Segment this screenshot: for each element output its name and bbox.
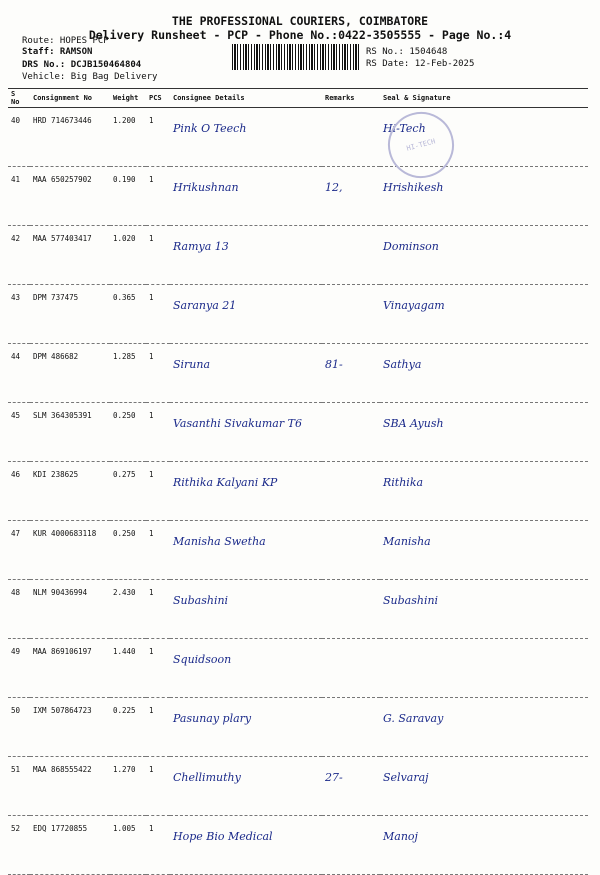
seal-signature: Selvaraj [380,757,588,816]
seal-signature: G. Saravay [380,698,588,757]
rs-number: RS No.: 1504648 [366,47,448,57]
consignment-number: HRD 714673446 [30,108,110,167]
column-header: Seal & Signature [380,89,588,108]
weight-value: 1.285 [110,344,146,403]
serial-number: 50 [8,698,30,757]
column-header: Consignee Details [170,89,322,108]
pieces-count: 1 [146,226,170,285]
remarks-cell: 12, [322,167,380,226]
table-row [8,108,588,167]
consignment-number: DPM 486682 [30,344,110,403]
serial-number: 40 [8,108,30,167]
pieces-count: 1 [146,757,170,816]
consignment-number: DPM 737475 [30,285,110,344]
weight-value: 0.190 [110,167,146,226]
consignment-number: SLM 364305391 [30,403,110,462]
table-row [8,580,588,639]
consignment-number: NLM 90436994 [30,580,110,639]
pieces-count: 1 [146,108,170,167]
pieces-count: 1 [146,285,170,344]
consignee-signature: Ramya 13 [170,226,322,285]
weight-value: 2.430 [110,580,146,639]
consignee-signature: Subashini [170,580,322,639]
consignment-number: MAA 650257902 [30,167,110,226]
remarks-cell [322,521,380,580]
table-row [8,757,588,816]
consignee-signature: Vasanthi Sivakumar T6 [170,403,322,462]
seal-signature: Manisha [380,521,588,580]
weight-value: 0.225 [110,698,146,757]
pieces-count: 1 [146,344,170,403]
column-header: PCS [146,89,170,108]
serial-number: 44 [8,344,30,403]
remarks-cell [322,108,380,167]
remarks-cell [322,580,380,639]
pieces-count: 1 [146,816,170,875]
seal-signature: Hrishikesh [380,167,588,226]
company-title: THE PROFESSIONAL COURIERS, COIMBATORE [171,14,429,28]
staff-label: Staff: RAMSON [22,47,93,57]
remarks-cell [322,639,380,698]
consignment-number: MAA 869106197 [30,639,110,698]
seal-signature: Manoj [380,816,588,875]
rs-date: RS Date: 12-Feb-2025 [366,59,475,69]
serial-number: 48 [8,580,30,639]
table-row [8,816,588,875]
consignee-signature: Squidsoon [170,639,322,698]
serial-number: 47 [8,521,30,580]
consignee-signature: Manisha Swetha [170,521,322,580]
pieces-count: 1 [146,462,170,521]
weight-value: 0.365 [110,285,146,344]
serial-number: 41 [8,167,30,226]
pieces-count: 1 [146,580,170,639]
remarks-cell: 81- [322,344,380,403]
table-row [8,226,588,285]
consignee-signature: Saranya 21 [170,285,322,344]
column-header: Weight [110,89,146,108]
seal-signature: Vinayagam [380,285,588,344]
serial-number: 49 [8,639,30,698]
table-row [8,698,588,757]
runsheet-table [8,88,588,875]
serial-number: 46 [8,462,30,521]
weight-value: 0.275 [110,462,146,521]
pieces-count: 1 [146,639,170,698]
column-header: Consignment No [30,89,110,108]
serial-number: 52 [8,816,30,875]
runsheet-subtitle: Delivery Runsheet - PCP - Phone No.:0422-3505555 - Page No.:4 [88,28,512,42]
consignee-signature: Hope Bio Medical [170,816,322,875]
consignment-number: KUR 4000683118 [30,521,110,580]
remarks-cell: 27- [322,757,380,816]
column-header: Remarks [322,89,380,108]
consignment-number: MAA 868555422 [30,757,110,816]
remarks-cell [322,285,380,344]
table-row [8,403,588,462]
consignee-signature: Chellimuthy [170,757,322,816]
seal-signature: Rithika [380,462,588,521]
company-seal-stamp: HI-TECH [381,105,462,186]
remarks-cell [322,462,380,521]
weight-value: 1.020 [110,226,146,285]
consignee-signature: Rithika Kalyani KP [170,462,322,521]
seal-signature: Subashini [380,580,588,639]
serial-number: 43 [8,285,30,344]
pieces-count: 1 [146,403,170,462]
vehicle-label: Vehicle: Big Bag Delivery [22,72,158,82]
remarks-cell [322,816,380,875]
drs-number: DRS No.: DCJB150464804 [22,60,142,70]
table-header-row [8,89,588,108]
pieces-count: 1 [146,167,170,226]
table-row [8,462,588,521]
route-label: Route: HOPES PCP [22,36,109,46]
seal-signature: Sathya [380,344,588,403]
serial-number: 51 [8,757,30,816]
consignee-signature: Pasunay plary [170,698,322,757]
weight-value: 1.440 [110,639,146,698]
table-body [8,108,588,875]
consignment-number: IXM 507864723 [30,698,110,757]
seal-signature [380,639,588,698]
consignment-number: MAA 577403417 [30,226,110,285]
consignee-signature: Siruna [170,344,322,403]
column-header: S No [8,89,30,108]
table-row [8,167,588,226]
table-row [8,521,588,580]
weight-value: 0.250 [110,521,146,580]
barcode-image [232,44,360,70]
pieces-count: 1 [146,698,170,757]
consignee-signature: Hrikushnan [170,167,322,226]
serial-number: 42 [8,226,30,285]
remarks-cell [322,403,380,462]
table-row [8,639,588,698]
remarks-cell [322,698,380,757]
seal-signature: Hi-Tech [380,108,588,167]
weight-value: 1.200 [110,108,146,167]
remarks-cell [322,226,380,285]
weight-value: 1.270 [110,757,146,816]
serial-number: 45 [8,403,30,462]
consignment-number: KDI 238625 [30,462,110,521]
table-row [8,344,588,403]
weight-value: 0.250 [110,403,146,462]
pieces-count: 1 [146,521,170,580]
consignment-number: EDQ 17720855 [30,816,110,875]
seal-signature: SBA Ayush [380,403,588,462]
table-row [8,285,588,344]
weight-value: 1.005 [110,816,146,875]
seal-signature: Dominson [380,226,588,285]
consignee-signature: Pink O Teech [170,108,322,167]
